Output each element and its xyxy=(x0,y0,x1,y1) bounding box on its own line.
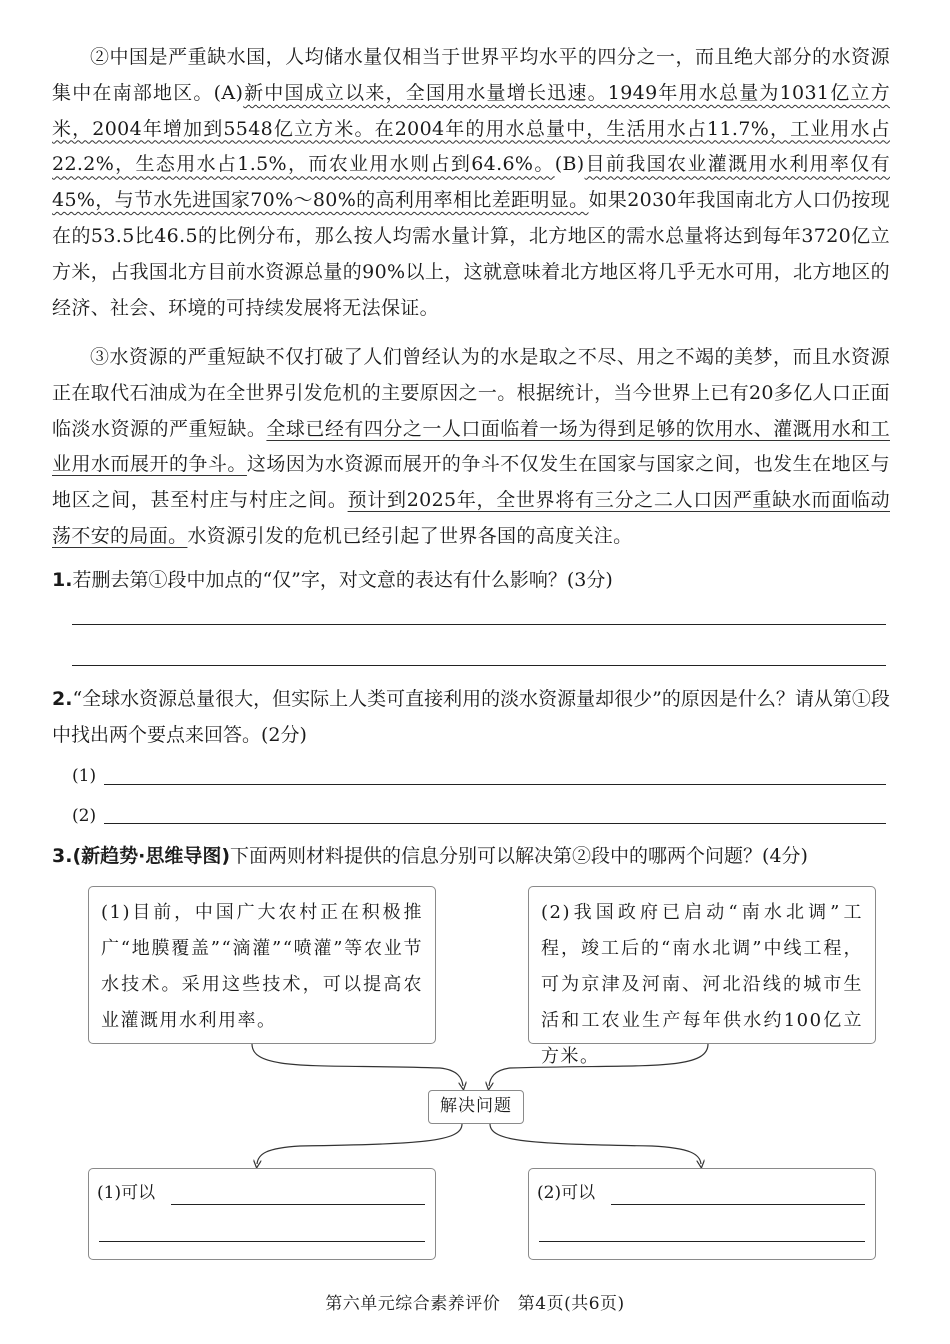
material-box-1: (1)目前，中国广大农村正在积极推广“地膜覆盖”“滴灌”“喷灌”等农业节水技术。采用这些技术，可以提高农业灌溉用水利用率。 xyxy=(88,886,436,1044)
question-1-text: 若删去第①段中加点的“仅”字，对文意的表达有什么影响？(3分) xyxy=(72,569,613,591)
question-2-sub-label-2: (2) xyxy=(72,806,97,826)
answer-box-2-label: (2)可以 xyxy=(537,1183,596,1203)
answer-box-1-line-2[interactable] xyxy=(99,1241,425,1242)
question-1 xyxy=(52,562,900,598)
para2-detail-a: 1949年用水总量为1031亿立方米，2004年增加到5548亿立方米。在2004年的用水总量中，生活用水占11.7%，工业用水占22.2%，生态用水占1.5%，而农业用水则占到64.6%。 xyxy=(52,81,890,176)
passage-paragraph-3 xyxy=(52,340,890,555)
para3-sentence-1: ③水资源的严重短缺不仅打破了人们曾经认为的水是取之不尽、用之不竭的美梦，而且水资源正在取代石油成为在全世界引发危机的主要原因之一。根据统计，当今世界上已有20多亿人口正面临淡水资源的严重短缺。 xyxy=(52,346,890,440)
para3-underlined-2: 预计到2025年，全世界将有三分之二人口因严重缺水而面临动荡不安的局面。 xyxy=(52,489,890,547)
question-3-number: 3. xyxy=(52,845,73,867)
question-2-text: “全球水资源总量很大，但实际上人类可直接利用的淡水资源量却很少”的原因是什么？请从第①段中找出两个要点来回答。(2分) xyxy=(52,688,890,746)
page-footer: 第六单元综合素养评价 第4页(共6页) xyxy=(325,1294,625,1314)
arrow-center-to-answer2 xyxy=(490,1124,701,1164)
answer-box-2 xyxy=(528,1168,876,1260)
para2-text-a: 新中国成立以来，全国用水量增长迅速。 xyxy=(243,81,608,104)
answer-box-2-line-1[interactable] xyxy=(611,1204,865,1205)
passage-paragraph-2 xyxy=(52,40,890,326)
question-2-sub-label-1: (1) xyxy=(72,766,97,786)
arrow-material1-to-center xyxy=(252,1044,463,1086)
para3-underlined-1: 全球已经有四分之一人口面临着一场为得到足够的饮用水、灌溉用水和工业用水而展开的争斗。 xyxy=(52,417,890,476)
question-2 xyxy=(52,681,900,753)
question-3-text: 下面两则材料提供的信息分别可以解决第②段中的哪两个问题？(4分) xyxy=(230,845,808,867)
question-3-tag: (新趋势·思维导图) xyxy=(72,845,231,867)
question-1-answer-line-2[interactable] xyxy=(72,665,886,666)
answer-box-1 xyxy=(88,1168,436,1260)
para3-sentence-2: 这场因为水资源而展开的争斗不仅发生在国家与国家之间，也发生在地区与地区之间，甚至村庄与村庄之间。 xyxy=(52,453,890,512)
answer-box-1-label: (1)可以 xyxy=(97,1183,156,1203)
para2-label-a: (A) xyxy=(213,81,244,104)
material-box-2: (2)我国政府已启动“南水北调”工程，竣工后的“南水北调”中线工程，可为京津及河南、河北沿线的城市生活和工农业生产每年供水约100亿立方米。 xyxy=(528,886,876,1044)
question-1-answer-line-1[interactable] xyxy=(72,624,886,625)
question-3 xyxy=(52,838,900,874)
arrow-center-to-answer1 xyxy=(257,1124,462,1164)
answer-box-2-line-2[interactable] xyxy=(539,1241,865,1242)
para2-rest: 如果2030年我国南北方人口仍按现在的53.5比46.5的比例分布，那么按人均需水量计算，北方地区的需水总量将达到每年3720亿立方米，占我国北方目前水资源总量的90%以上，这就意味着北方地区将几乎无水可用，北方地区的经济、社会、环境的可持续发展将无法保证。 xyxy=(52,189,890,319)
answer-box-1-line-1[interactable] xyxy=(171,1204,425,1205)
question-2-answer-line-2[interactable] xyxy=(104,823,886,824)
question-2-answer-line-1[interactable] xyxy=(104,784,886,785)
para2-label-b: (B) xyxy=(554,153,585,176)
para2-wavy-b: 目前我国农业灌溉用水利用率仅有45%，与节水先进国家70%～80%的高利用率相比差距明显。 xyxy=(52,153,890,212)
question-2-number: 2. xyxy=(52,688,73,710)
question-1-number: 1. xyxy=(52,569,73,591)
mindmap-center-box: 解决问题 xyxy=(428,1090,524,1124)
para3-sentence-3: 水资源引发的危机已经引起了世界各国的高度关注。 xyxy=(187,524,633,547)
para2-sentence-1: ②中国是严重缺水国，人均储水量仅相当于世界平均水平的四分之一，而且绝大部分的水资源集中在南部地区。 xyxy=(52,46,890,104)
